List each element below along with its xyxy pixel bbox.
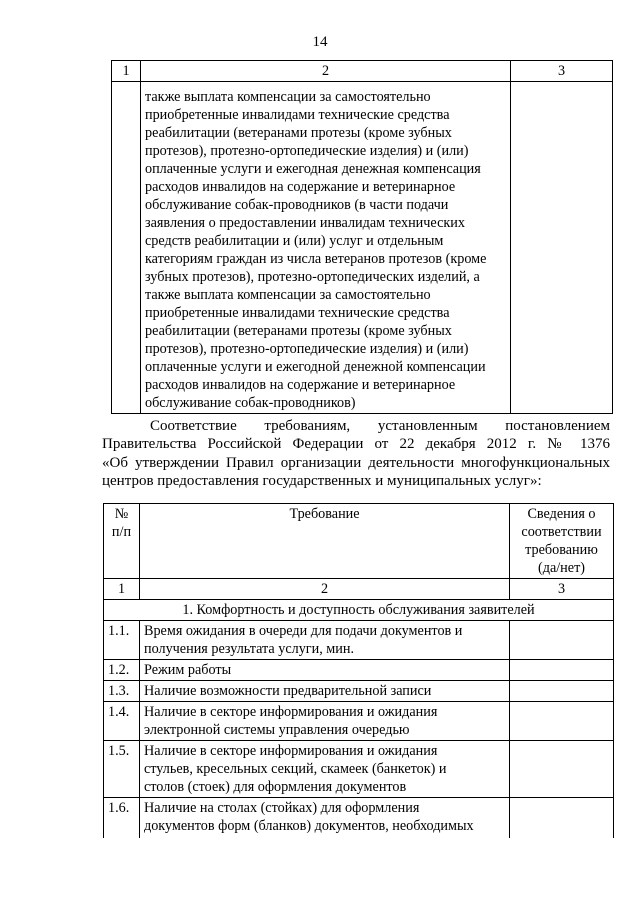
- compliance-header-cell: Сведения о соответствии требованию (да/нет): [510, 504, 614, 579]
- text-line: протезов), протезно-ортопедические изделия) и (или): [145, 341, 469, 357]
- row-number: 1.5.: [104, 741, 140, 798]
- compliance-cell: [510, 741, 614, 798]
- text-line: приобретенные инвалидами технические средства: [145, 305, 450, 321]
- requirement-cell: Наличие в секторе информирования и ожидания электронной системы управления очередью: [140, 702, 510, 741]
- table-row: [104, 621, 614, 660]
- paragraph-line: Соответствие требованиям, установленным постановлением: [150, 418, 610, 434]
- requirements-table: [103, 503, 614, 855]
- compliance-cell: [510, 660, 614, 681]
- row-number: 1.3.: [104, 681, 140, 702]
- text-line: реабилитации (ветеранами протезы (кроме зубных: [145, 323, 452, 339]
- text-line: категориям граждан из числа ветеранов протезов (кроме: [145, 251, 487, 267]
- paragraph-line: центров предоставления государственных и муниципальных услуг»:: [102, 473, 542, 490]
- row-number: 1.1.: [104, 621, 140, 660]
- table-row: [104, 702, 614, 741]
- table-row: [104, 741, 614, 798]
- numbering-cell: 1: [104, 579, 140, 600]
- numbering-row: [104, 579, 614, 600]
- row-number: 1.2.: [104, 660, 140, 681]
- paragraph-line: «Об утверждении Правил организации деятельности многофункциональных: [102, 454, 610, 471]
- compliance-cell: [510, 681, 614, 702]
- empty-cell: [511, 82, 613, 414]
- page-number: 14: [312, 34, 328, 50]
- text-line: обслуживание собак-проводников (в части подачи: [145, 197, 449, 213]
- page-bottom-margin: [0, 838, 640, 905]
- text-line: оплаченные услуги и ежегодная денежная компенсация: [145, 161, 481, 177]
- numbering-cell: 2: [140, 579, 510, 600]
- empty-cell: [112, 82, 141, 414]
- table-row: [104, 681, 614, 702]
- requirement-cell: Время ожидания в очереди для подачи документов и получения результата услуги, мин.: [140, 621, 510, 660]
- text-line: средств реабилитации и (или) услуг и отдельным: [145, 233, 444, 249]
- header-cell: 2: [141, 61, 511, 82]
- text-line: приобретенные инвалидами технические средства: [145, 107, 450, 123]
- text-line: реабилитации (ветеранами протезы (кроме зубных: [145, 125, 452, 141]
- text-line: обслуживание собак-проводников): [145, 395, 356, 411]
- table-header-row: [112, 61, 613, 82]
- text-line: расходов инвалидов на содержание и ветеринарное: [145, 179, 456, 195]
- compliance-cell: [510, 702, 614, 741]
- continuation-table: [111, 60, 613, 414]
- text-line: также выплата компенсации за самостоятельно: [145, 287, 431, 303]
- requirement-cell: Режим работы: [140, 660, 510, 681]
- row-number: 1.4.: [104, 702, 140, 741]
- number-header-cell: № п/п: [104, 504, 140, 579]
- compliance-cell: [510, 621, 614, 660]
- header-cell: 1: [112, 61, 141, 82]
- requirement-header-cell: Требование: [140, 504, 510, 579]
- text-line: протезов), протезно-ортопедические изделия) и (или): [145, 143, 469, 159]
- section-title: 1. Комфортность и доступность обслуживания заявителей: [104, 600, 614, 621]
- table-row: [104, 660, 614, 681]
- text-line: также выплата компенсации за самостоятельно: [145, 89, 431, 105]
- description-cell: [141, 82, 511, 414]
- numbering-cell: 3: [510, 579, 614, 600]
- requirement-cell: Наличие на столах (стойках) для оформления документов форм (бланков) документов, необходимых: [140, 798, 510, 855]
- requirement-cell: Наличие в секторе информирования и ожидания стульев, кресельных секций, скамеек (банкеток) и столов (стоек) для оформления документов: [140, 741, 510, 798]
- requirement-cell: Наличие возможности предварительной записи: [140, 681, 510, 702]
- text-line: заявления о предоставлении инвалидам технических: [145, 215, 465, 231]
- header-cell: 3: [511, 61, 613, 82]
- row-number: 1.6.: [104, 798, 140, 855]
- section-row: [104, 600, 614, 621]
- text-line: зубных протезов), протезно-ортопедических изделий, а: [145, 269, 480, 285]
- table-row: [112, 82, 613, 414]
- requirements-paragraph: [102, 417, 610, 491]
- text-line: расходов инвалидов на содержание и ветеринарное: [145, 377, 456, 393]
- text-line: оплаченные услуги и ежегодной денежной компенсации: [145, 359, 486, 375]
- paragraph-line: Правительства Российской Федерации от 22 декабря 2012 г. № 1376: [102, 436, 610, 453]
- table-header-row: [104, 504, 614, 579]
